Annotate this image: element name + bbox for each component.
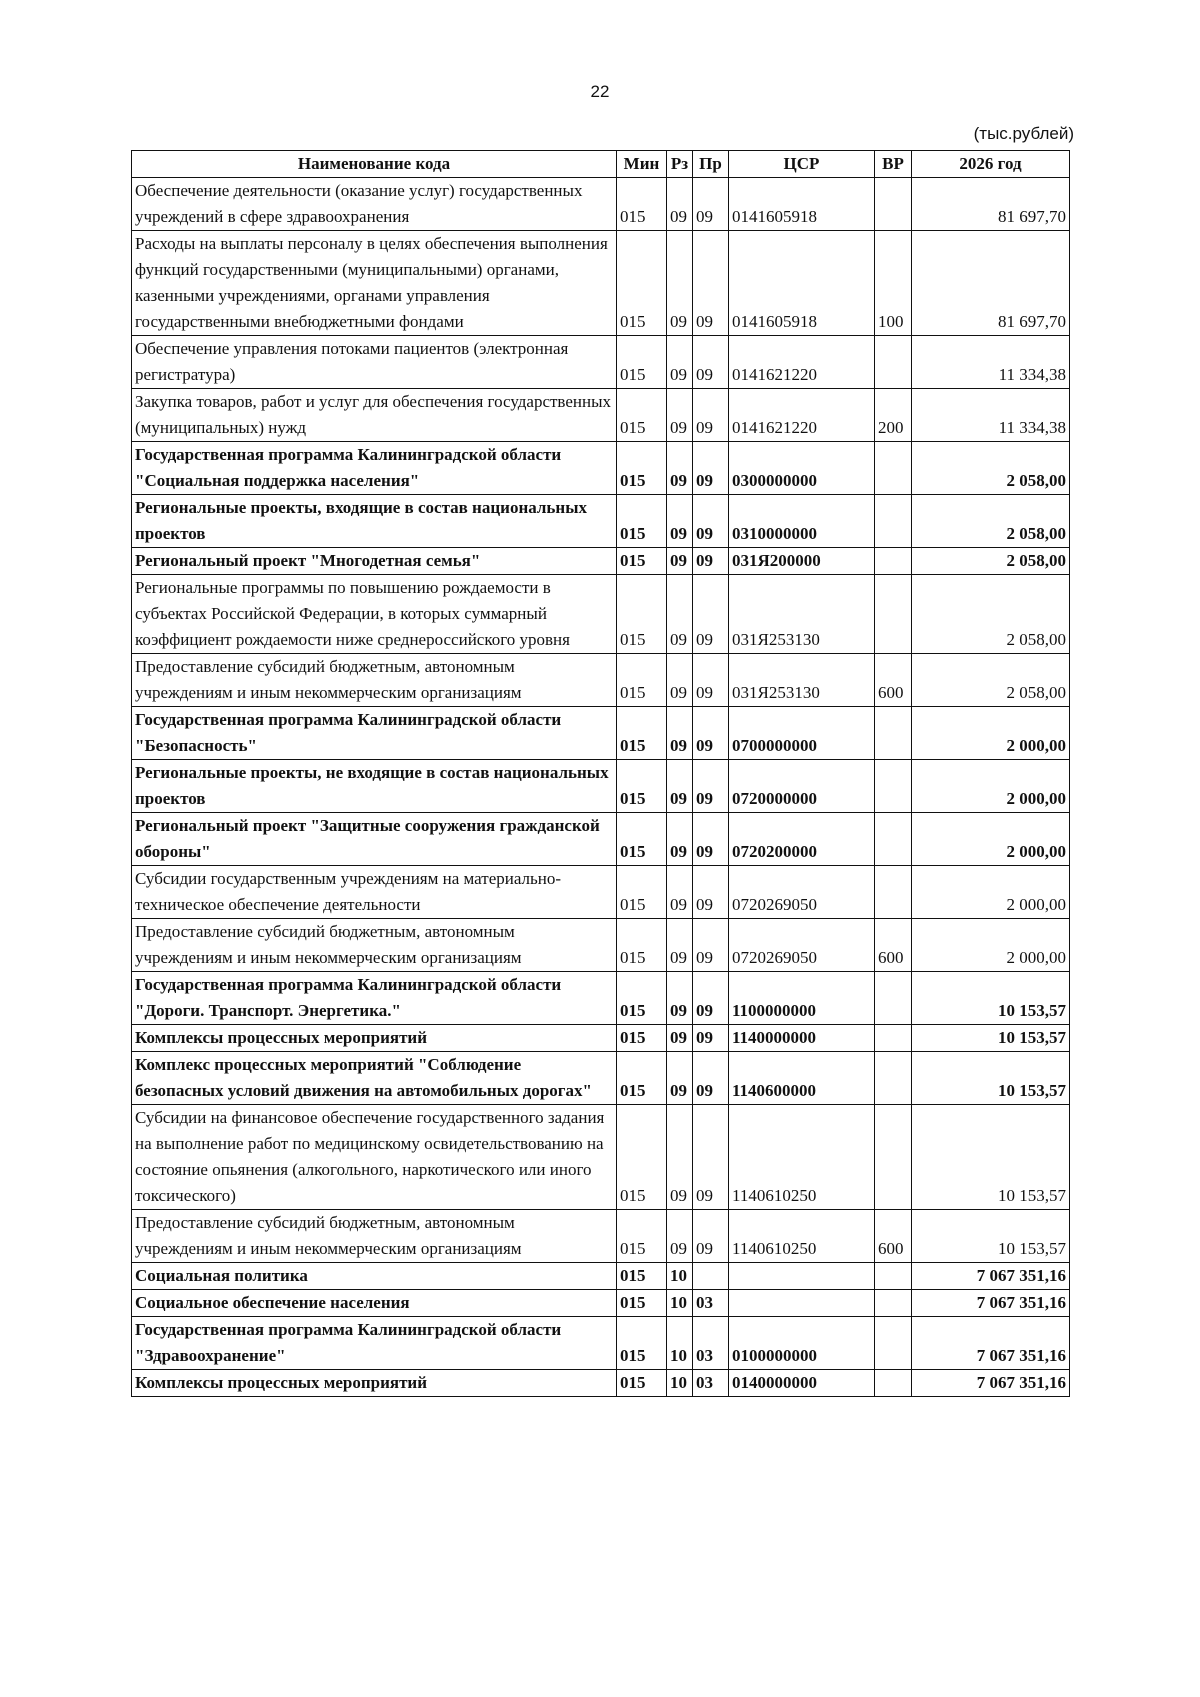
- cell-name: Региональный проект "Многодетная семья": [132, 548, 617, 575]
- cell-vr: [875, 813, 912, 866]
- cell-name: Социальная политика: [132, 1263, 617, 1290]
- cell-rz: 09: [667, 1052, 693, 1105]
- cell-pr: 09: [693, 389, 729, 442]
- cell-min: 015: [617, 231, 667, 336]
- cell-vr: [875, 442, 912, 495]
- table-row: [132, 1210, 1070, 1263]
- cell-min: 015: [617, 1263, 667, 1290]
- cell-pr: 09: [693, 1105, 729, 1210]
- cell-csr: [729, 1263, 875, 1290]
- cell-pr: 09: [693, 575, 729, 654]
- cell-sum: 11 334,38: [912, 389, 1070, 442]
- cell-csr: 031Я253130: [729, 654, 875, 707]
- cell-sum: 2 058,00: [912, 548, 1070, 575]
- cell-min: 015: [617, 575, 667, 654]
- cell-pr: 09: [693, 1210, 729, 1263]
- table-row: [132, 654, 1070, 707]
- table-row: [132, 760, 1070, 813]
- cell-min: 015: [617, 919, 667, 972]
- cell-vr: [875, 866, 912, 919]
- cell-pr: 09: [693, 548, 729, 575]
- cell-csr: 031Я253130: [729, 575, 875, 654]
- cell-sum: 81 697,70: [912, 231, 1070, 336]
- cell-vr: [875, 1370, 912, 1397]
- cell-csr: 1140610250: [729, 1210, 875, 1263]
- cell-vr: [875, 972, 912, 1025]
- cell-name: Предоставление субсидий бюджетным, автономным учреждениям и иным некоммерческим организациям: [132, 654, 617, 707]
- cell-min: 015: [617, 1210, 667, 1263]
- cell-vr: [875, 707, 912, 760]
- cell-rz: 09: [667, 866, 693, 919]
- cell-vr: [875, 178, 912, 231]
- cell-csr: 0141605918: [729, 231, 875, 336]
- cell-pr: 09: [693, 813, 729, 866]
- cell-sum: 7 067 351,16: [912, 1370, 1070, 1397]
- table-row: [132, 336, 1070, 389]
- cell-rz: 09: [667, 389, 693, 442]
- table-header-row: [132, 151, 1070, 178]
- cell-name: Государственная программа Калининградской области "Здравоохранение": [132, 1317, 617, 1370]
- cell-vr: [875, 1290, 912, 1317]
- units-note: (тыс.рублей): [973, 124, 1074, 143]
- cell-rz: 09: [667, 178, 693, 231]
- cell-vr: 600: [875, 654, 912, 707]
- cell-rz: 09: [667, 442, 693, 495]
- table-row: [132, 442, 1070, 495]
- cell-name: Комплекс процессных мероприятий "Соблюдение безопасных условий движения на автомобильных дорогах": [132, 1052, 617, 1105]
- table-row: [132, 231, 1070, 336]
- cell-pr: 03: [693, 1290, 729, 1317]
- cell-min: 015: [617, 760, 667, 813]
- cell-pr: 09: [693, 760, 729, 813]
- cell-pr: 09: [693, 1025, 729, 1052]
- cell-csr: 1140000000: [729, 1025, 875, 1052]
- cell-min: 015: [617, 972, 667, 1025]
- table-row: [132, 1317, 1070, 1370]
- cell-vr: 600: [875, 1210, 912, 1263]
- table-row: [132, 575, 1070, 654]
- budget-table: [131, 150, 1070, 1397]
- cell-csr: 0100000000: [729, 1317, 875, 1370]
- cell-pr: 09: [693, 866, 729, 919]
- cell-vr: [875, 1317, 912, 1370]
- cell-rz: 10: [667, 1317, 693, 1370]
- cell-name: Предоставление субсидий бюджетным, автономным учреждениям и иным некоммерческим организациям: [132, 1210, 617, 1263]
- cell-rz: 09: [667, 654, 693, 707]
- cell-name: Региональные проекты, входящие в состав национальных проектов: [132, 495, 617, 548]
- cell-pr: 09: [693, 178, 729, 231]
- cell-rz: 09: [667, 813, 693, 866]
- cell-sum: 10 153,57: [912, 1052, 1070, 1105]
- column-header-min: Мин: [617, 151, 667, 178]
- cell-rz: 09: [667, 919, 693, 972]
- cell-rz: 09: [667, 495, 693, 548]
- table-row: [132, 972, 1070, 1025]
- cell-csr: 1100000000: [729, 972, 875, 1025]
- table-row: [132, 866, 1070, 919]
- cell-min: 015: [617, 495, 667, 548]
- cell-vr: [875, 336, 912, 389]
- table-row: [132, 707, 1070, 760]
- cell-min: 015: [617, 1290, 667, 1317]
- cell-sum: 10 153,57: [912, 972, 1070, 1025]
- cell-min: 015: [617, 548, 667, 575]
- cell-csr: 031Я200000: [729, 548, 875, 575]
- cell-vr: [875, 548, 912, 575]
- cell-pr: 09: [693, 654, 729, 707]
- cell-rz: 09: [667, 1105, 693, 1210]
- table-row: [132, 178, 1070, 231]
- table-row: [132, 919, 1070, 972]
- cell-pr: 09: [693, 707, 729, 760]
- column-header-vr: ВР: [875, 151, 912, 178]
- cell-name: Комплексы процессных мероприятий: [132, 1370, 617, 1397]
- cell-csr: 1140610250: [729, 1105, 875, 1210]
- cell-min: 015: [617, 442, 667, 495]
- cell-sum: 2 058,00: [912, 495, 1070, 548]
- column-header-csr: ЦСР: [729, 151, 875, 178]
- cell-csr: 0300000000: [729, 442, 875, 495]
- cell-rz: 09: [667, 1025, 693, 1052]
- cell-name: Предоставление субсидий бюджетным, автономным учреждениям и иным некоммерческим организациям: [132, 919, 617, 972]
- cell-csr: 0720269050: [729, 919, 875, 972]
- cell-name: Комплексы процессных мероприятий: [132, 1025, 617, 1052]
- cell-pr: 09: [693, 919, 729, 972]
- cell-sum: 2 000,00: [912, 866, 1070, 919]
- cell-min: 015: [617, 1025, 667, 1052]
- cell-sum: 7 067 351,16: [912, 1263, 1070, 1290]
- cell-csr: 0141605918: [729, 178, 875, 231]
- cell-min: 015: [617, 707, 667, 760]
- cell-pr: 09: [693, 495, 729, 548]
- cell-min: 015: [617, 1052, 667, 1105]
- cell-vr: 600: [875, 919, 912, 972]
- cell-vr: [875, 760, 912, 813]
- column-header-sum: 2026 год: [912, 151, 1070, 178]
- cell-vr: [875, 1025, 912, 1052]
- cell-min: 015: [617, 389, 667, 442]
- table-row: [132, 389, 1070, 442]
- cell-csr: [729, 1290, 875, 1317]
- column-header-rz: Рз: [667, 151, 693, 178]
- cell-name: Региональные программы по повышению рождаемости в субъектах Российской Федерации, в которых суммарный коэффициент рождаемости ниже среднероссийского уровня: [132, 575, 617, 654]
- cell-csr: 0700000000: [729, 707, 875, 760]
- cell-min: 015: [617, 866, 667, 919]
- cell-pr: 09: [693, 442, 729, 495]
- cell-rz: 09: [667, 231, 693, 336]
- cell-min: 015: [617, 813, 667, 866]
- table-row: [132, 1105, 1070, 1210]
- cell-rz: 09: [667, 760, 693, 813]
- cell-pr: 09: [693, 1052, 729, 1105]
- cell-sum: 10 153,57: [912, 1210, 1070, 1263]
- cell-name: Региональные проекты, не входящие в состав национальных проектов: [132, 760, 617, 813]
- cell-csr: 0310000000: [729, 495, 875, 548]
- cell-sum: 2 000,00: [912, 813, 1070, 866]
- cell-csr: 0141621220: [729, 389, 875, 442]
- cell-name: Региональный проект "Защитные сооружения гражданской обороны": [132, 813, 617, 866]
- cell-rz: 09: [667, 1210, 693, 1263]
- cell-sum: 10 153,57: [912, 1025, 1070, 1052]
- cell-name: Субсидии государственным учреждениям на материально-техническое обеспечение деятельности: [132, 866, 617, 919]
- cell-name: Обеспечение управления потоками пациентов (электронная регистратура): [132, 336, 617, 389]
- cell-min: 015: [617, 1317, 667, 1370]
- cell-rz: 09: [667, 548, 693, 575]
- cell-pr: 03: [693, 1370, 729, 1397]
- cell-name: Государственная программа Калининградской области "Социальная поддержка населения": [132, 442, 617, 495]
- cell-name: Государственная программа Калининградской области "Дороги. Транспорт. Энергетика.": [132, 972, 617, 1025]
- table-row: [132, 1025, 1070, 1052]
- cell-sum: 7 067 351,16: [912, 1317, 1070, 1370]
- cell-csr: 0140000000: [729, 1370, 875, 1397]
- cell-rz: 09: [667, 972, 693, 1025]
- cell-csr: 0720269050: [729, 866, 875, 919]
- cell-sum: 2 058,00: [912, 442, 1070, 495]
- cell-pr: 03: [693, 1317, 729, 1370]
- cell-sum: 2 000,00: [912, 760, 1070, 813]
- table-row: [132, 1290, 1070, 1317]
- table-row: [132, 1370, 1070, 1397]
- cell-sum: 2 000,00: [912, 707, 1070, 760]
- cell-sum: 7 067 351,16: [912, 1290, 1070, 1317]
- cell-rz: 09: [667, 336, 693, 389]
- table-row: [132, 1052, 1070, 1105]
- cell-vr: [875, 1052, 912, 1105]
- cell-min: 015: [617, 654, 667, 707]
- table-row: [132, 548, 1070, 575]
- cell-min: 015: [617, 1105, 667, 1210]
- cell-rz: 10: [667, 1290, 693, 1317]
- cell-name: Социальное обеспечение населения: [132, 1290, 617, 1317]
- page-number: 22: [590, 82, 610, 101]
- cell-name: Субсидии на финансовое обеспечение государственного задания на выполнение работ по медицинскому освидетельствованию на состояние опьянения (алкогольного, наркотического или иного токсического): [132, 1105, 617, 1210]
- cell-rz: 09: [667, 707, 693, 760]
- cell-sum: 11 334,38: [912, 336, 1070, 389]
- cell-pr: 09: [693, 336, 729, 389]
- cell-min: 015: [617, 178, 667, 231]
- cell-vr: [875, 495, 912, 548]
- cell-pr: 09: [693, 972, 729, 1025]
- cell-rz: 10: [667, 1263, 693, 1290]
- cell-name: Закупка товаров, работ и услуг для обеспечения государственных (муниципальных) нужд: [132, 389, 617, 442]
- cell-csr: 0720200000: [729, 813, 875, 866]
- cell-rz: 10: [667, 1370, 693, 1397]
- cell-vr: [875, 1263, 912, 1290]
- cell-sum: 10 153,57: [912, 1105, 1070, 1210]
- cell-name: Расходы на выплаты персоналу в целях обеспечения выполнения функций государственными (муниципальными) органами, казенными учреждениями, органами управления государственными внебюджетными фондами: [132, 231, 617, 336]
- cell-sum: 81 697,70: [912, 178, 1070, 231]
- cell-min: 015: [617, 336, 667, 389]
- cell-vr: [875, 575, 912, 654]
- cell-name: Государственная программа Калининградской области "Безопасность": [132, 707, 617, 760]
- column-header-name: Наименование кода: [132, 151, 617, 178]
- column-header-pr: Пр: [693, 151, 729, 178]
- cell-name: Обеспечение деятельности (оказание услуг) государственных учреждений в сфере здравоохранения: [132, 178, 617, 231]
- table-row: [132, 1263, 1070, 1290]
- cell-rz: 09: [667, 575, 693, 654]
- cell-sum: 2 058,00: [912, 654, 1070, 707]
- cell-vr: 100: [875, 231, 912, 336]
- cell-csr: 1140600000: [729, 1052, 875, 1105]
- table-body: [132, 178, 1070, 1397]
- cell-min: 015: [617, 1370, 667, 1397]
- cell-pr: [693, 1263, 729, 1290]
- cell-sum: 2 000,00: [912, 919, 1070, 972]
- cell-sum: 2 058,00: [912, 575, 1070, 654]
- cell-vr: [875, 1105, 912, 1210]
- cell-csr: 0720000000: [729, 760, 875, 813]
- table-row: [132, 813, 1070, 866]
- cell-vr: 200: [875, 389, 912, 442]
- table-row: [132, 495, 1070, 548]
- cell-pr: 09: [693, 231, 729, 336]
- cell-csr: 0141621220: [729, 336, 875, 389]
